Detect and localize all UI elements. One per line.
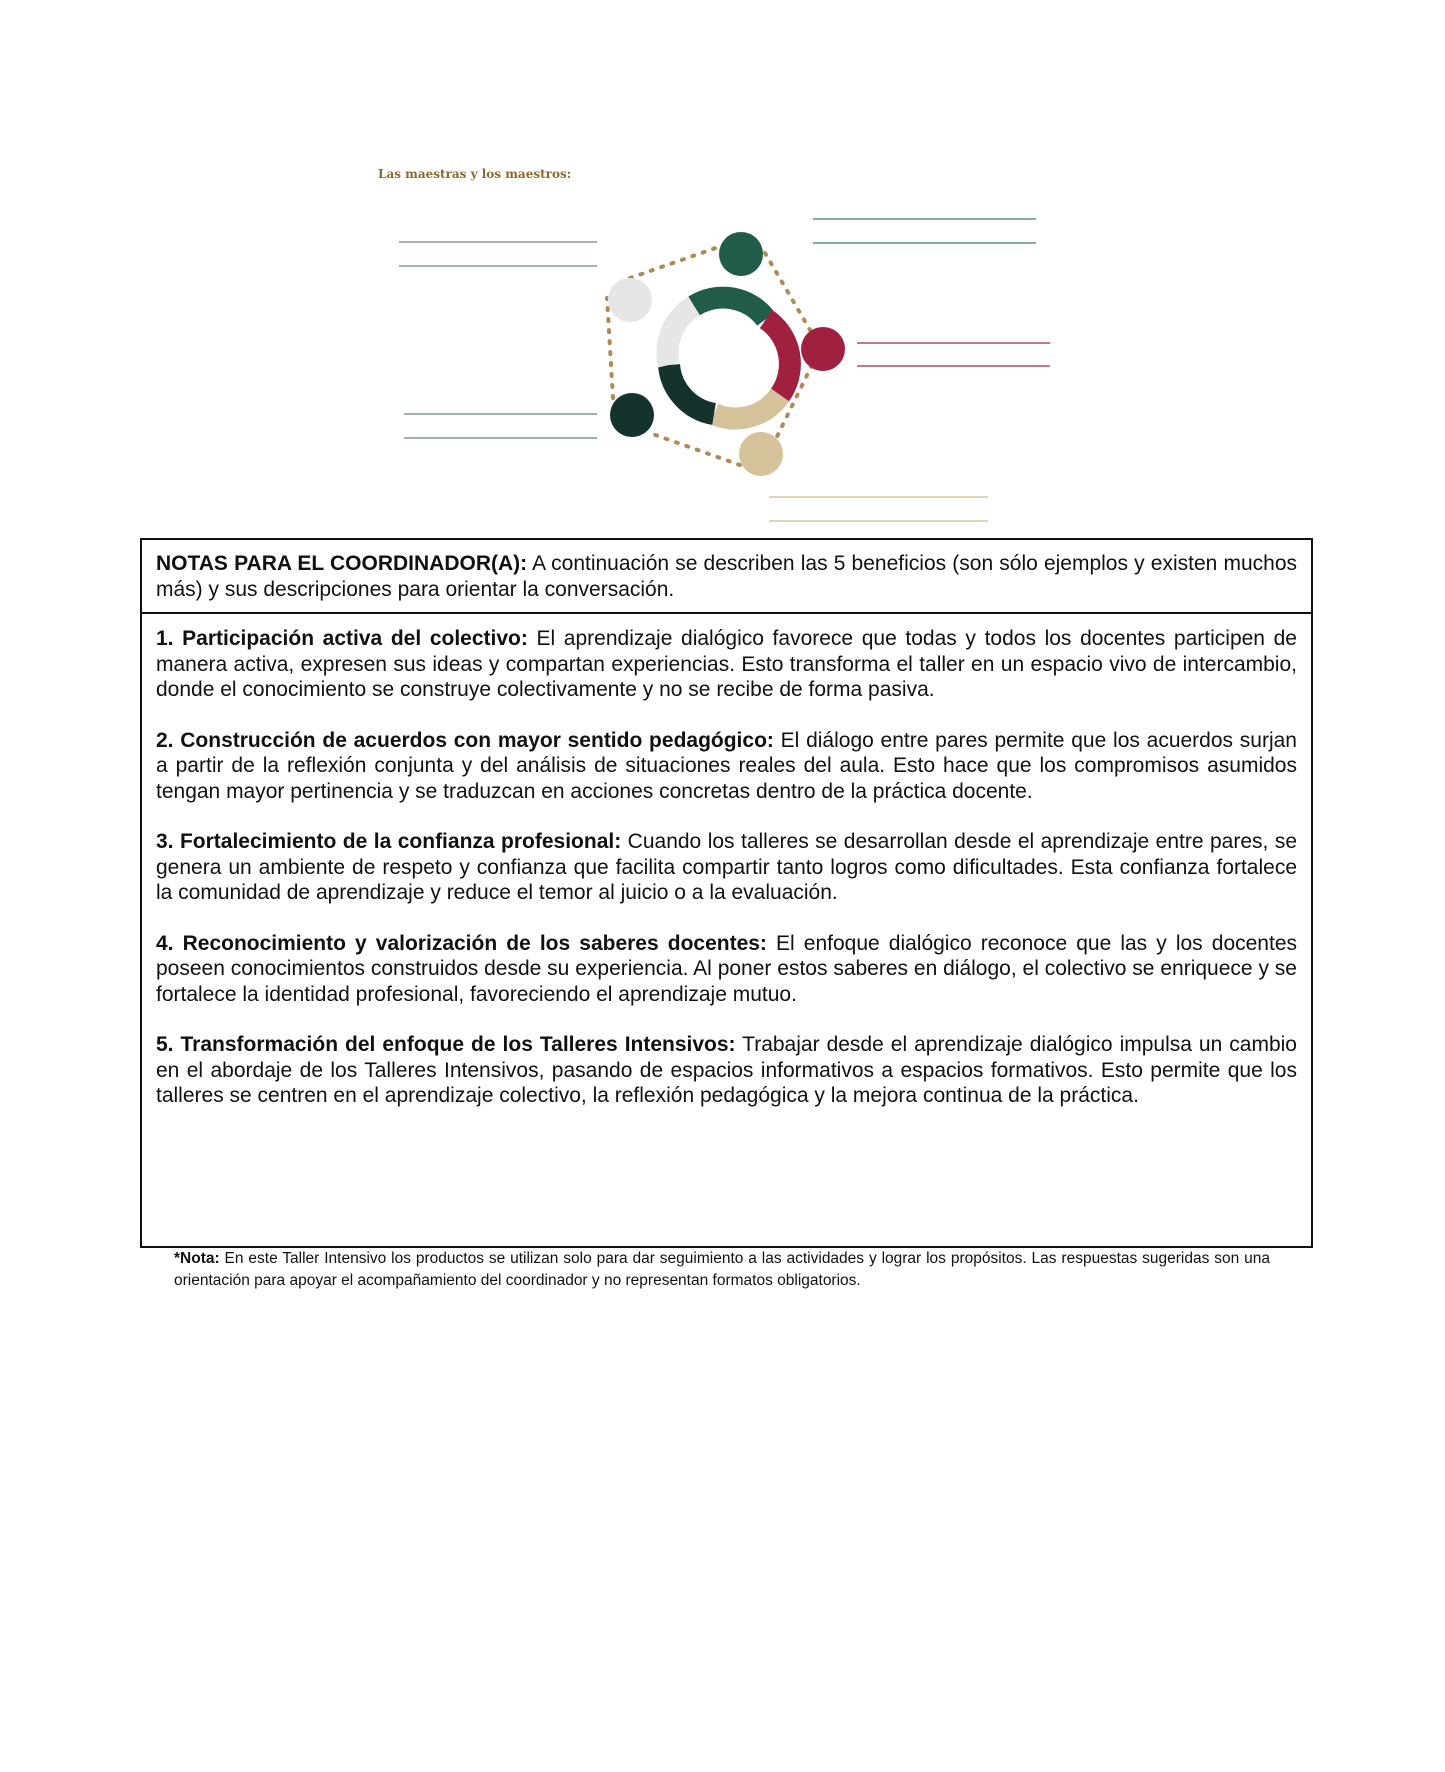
diagram-subtitle: Las maestras y los maestros: [378, 167, 572, 181]
benefit-text: El diálogo entre pares permite que los acuerdos surjan a partir de la reflexión conjunta y del análisis de situaciones reales del aula. Esto hace que los compromisos asumidos tengan mayor pertinencia y se traduzcan en acciones concretas dentro de la práctica docente. [156, 728, 1297, 803]
node-sand [739, 432, 783, 476]
notes-header-text: A continuación se describen las 5 beneficios (son sólo ejemplos y existen muchos más) y sus descripciones para orientar la conversación. [156, 552, 1297, 601]
benefit-item-1 [156, 626, 1297, 703]
ring-segment-green [694, 298, 766, 319]
ring-segment-gray [668, 306, 694, 365]
benefit-item-4 [156, 931, 1297, 1008]
benefit-item-2 [156, 728, 1297, 805]
benefit-text: Cuando los talleres se desarrollan desde el aprendizaje entre pares, se genera un ambiente de respeto y confianza que facilita compartir tanto logros como dificultades. Esta confianza fortalece la comunidad de aprendizaje y reduce el temor al juicio o a la evaluación. [156, 830, 1297, 904]
central-ring [668, 298, 790, 419]
coordinator-notes-box [140, 538, 1313, 1248]
node-green [719, 232, 763, 276]
node-crimson [801, 327, 845, 371]
benefit-title: 1. Participación activa del colectivo: [156, 627, 528, 650]
benefit-text: El aprendizaje dialógico favorece que todas y todos los docentes participen de manera activa, expresen sus ideas y compartan experiencias. Esto transforma el taller en un espacio vivo de intercambio, donde el conocimiento se construye colectivamente y no se recibe de forma pasiva. [156, 627, 1297, 701]
notes-body [142, 614, 1311, 1109]
benefits-cycle-diagram [0, 0, 1445, 540]
footnote-label: *Nota: [174, 1250, 220, 1267]
benefit-text: El enfoque dialógico reconoce que las y los docentes poseen conocimientos construidos desde su experiencia. Al poner estos saberes en diálogo, el colectivo se enriquece y se fortalece la identidad profesional, favoreciendo el aprendizaje mutuo. [156, 931, 1297, 1006]
footnote [174, 1248, 1270, 1292]
benefit-text: Trabajar desde el aprendizaje dialógico impulsa un cambio en el abordaje de los Talleres Intensivos, pasando de espacios informativos a espacios formativos. Esto permite que los talleres se centren en el aprendizaje colectivo, la reflexión pedagógica y la mejora continua de la práctica. [156, 1033, 1297, 1107]
node-darkgreen [610, 393, 654, 437]
benefit-item-3 [156, 829, 1297, 906]
ring-segment-crimson [766, 319, 790, 395]
notes-header-label: NOTAS PARA EL COORDINADOR(A): [156, 552, 528, 575]
footnote-text: En este Taller Intensivo los productos se utilizan solo para dar seguimiento a las actividades y lograr los propósitos. Las respuestas sugeridas son una orientación para apoyar el acompañamiento del coordinador y no representan formatos obligatorios. [174, 1250, 1270, 1289]
benefit-title: 5. Transformación del enfoque de los Talleres Intensivos: [156, 1033, 736, 1056]
benefit-title: 2. Construcción de acuerdos con mayor sentido pedagógico: [156, 728, 774, 752]
ring-segment-sand [714, 395, 780, 418]
notes-header [142, 540, 1311, 614]
benefit-item-5 [156, 1032, 1297, 1109]
ring-segment-darkgreen [669, 365, 714, 414]
benefit-title: 3. Fortalecimiento de la confianza profesional: [156, 830, 622, 853]
benefit-title: 4. Reconocimiento y valorización de los saberes docentes: [156, 931, 767, 955]
node-gray [608, 278, 652, 322]
